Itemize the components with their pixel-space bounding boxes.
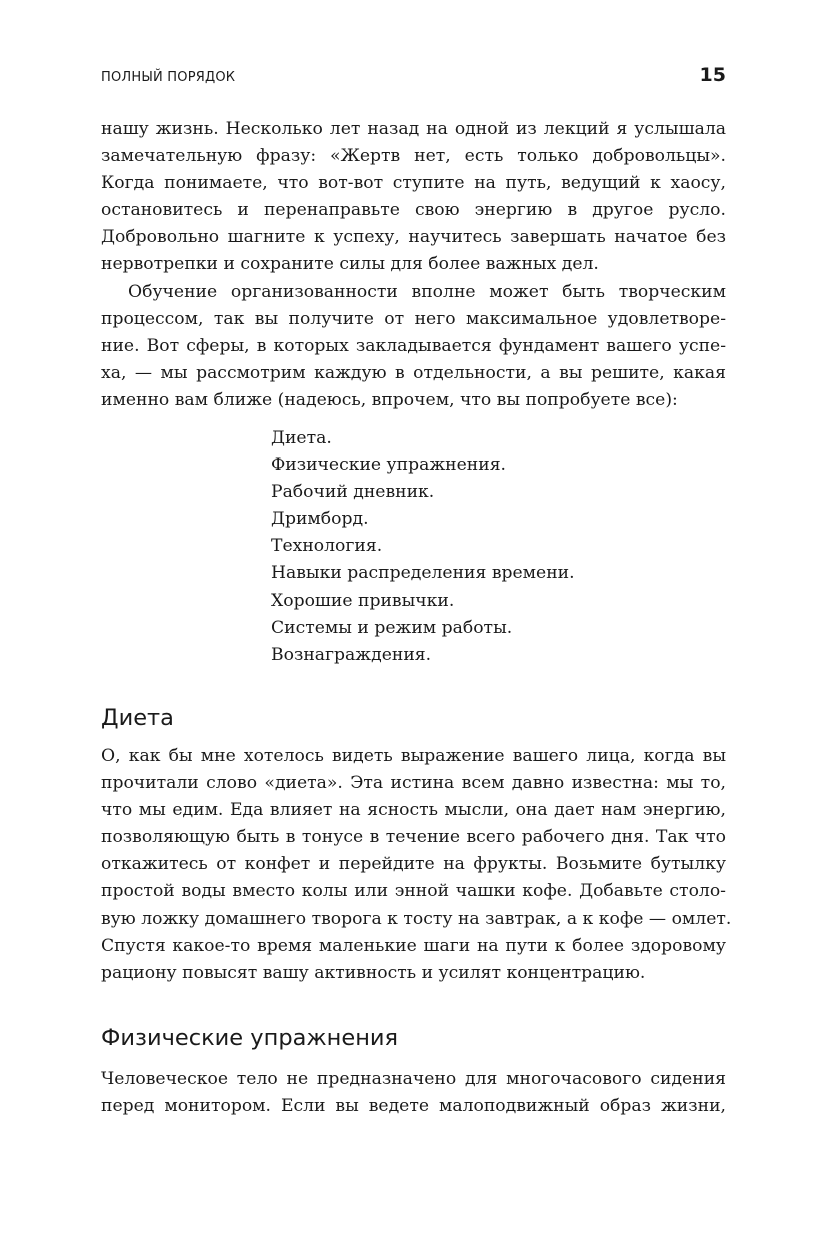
text-line: нашу жизнь. Несколько лет назад на одной из лекций я услышала	[101, 119, 726, 139]
section-heading-diet: Диета	[101, 705, 174, 731]
list-item: Системы и режим работы.	[271, 617, 513, 638]
paragraph-spheres	[101, 279, 726, 414]
text-line: откажитесь от конфет и перейдите на фрукты. Возьмите бутылку	[101, 854, 726, 875]
text-line: Добровольно шагните к успеху, научитесь завершать начатое без	[101, 227, 726, 248]
text-line: ние. Вот сферы, в которых закладывается фундамент вашего успе-	[101, 336, 726, 357]
list-item: Рабочий дневник.	[271, 482, 435, 503]
page-header	[101, 64, 726, 94]
text-line: именно вам ближе (надеюсь, впрочем, что вы попробуете все):	[101, 390, 678, 411]
text-line: ха, — мы рассмотрим каждую в отдельности, а вы решите, какая	[101, 363, 726, 384]
list-item: Диета.	[271, 428, 332, 448]
text-line: рациону повысят вашу активность и усилят концентрацию.	[101, 962, 646, 983]
list-item: Физические упражнения.	[271, 455, 507, 476]
text-line: простой воды вместо колы или энной чашки кофе. Добавьте столо-	[101, 881, 726, 902]
text-line: Спустя какое-то время маленькие шаги на пути к более здоровому	[101, 935, 726, 956]
text-line: Обучение организованности вполне может быть творческим	[128, 282, 726, 302]
paragraph-intro	[101, 116, 726, 279]
text-line: вую ложку домашнего творога к тосту на завтрак, а к кофе — омлет.	[101, 908, 732, 929]
list-item: Навыки распределения времени.	[271, 563, 575, 584]
paragraph-diet	[101, 743, 732, 987]
list-item: Дримборд.	[271, 509, 369, 530]
text-line: замечательную фразу: «Жертв нет, есть только добровольцы».	[101, 146, 726, 167]
text-line: прочитали слово «диета». Эта истина всем давно известна: мы то,	[101, 773, 726, 794]
text-line: перед монитором. Если вы ведете малоподвижный образ жизни,	[101, 1096, 726, 1117]
page-number: 15	[699, 64, 726, 86]
section-heading-exercise: Физические упражнения	[101, 1025, 399, 1051]
list-item: Вознаграждения.	[271, 644, 432, 665]
text-line: остановитесь и перенаправьте свою энергию в другое русло.	[101, 200, 726, 221]
text-line: что мы едим. Еда влияет на ясность мысли, она дает нам энергию,	[101, 800, 726, 821]
text-line: позволяющую быть в тонусе в течение всего рабочего дня. Так что	[101, 827, 726, 848]
text-line: процессом, так вы получите от него максимальное удовлетворе-	[101, 309, 726, 330]
list-item: Технология.	[271, 536, 383, 557]
spheres-list	[271, 425, 575, 669]
text-line: О, как бы мне хотелось видеть выражение вашего лица, когда вы	[101, 746, 726, 766]
running-title: ПОЛНЫЙ ПОРЯДОК	[101, 70, 236, 85]
text-line: Человеческое тело не предназначено для многочасового сидения	[101, 1069, 726, 1089]
list-item: Хорошие привычки.	[271, 590, 455, 611]
paragraph-exercise	[101, 1066, 726, 1120]
text-line: Когда понимаете, что вот-вот ступите на путь, ведущий к хаосу,	[101, 173, 726, 194]
text-line: нервотрепки и сохраните силы для более важных дел.	[101, 254, 599, 275]
